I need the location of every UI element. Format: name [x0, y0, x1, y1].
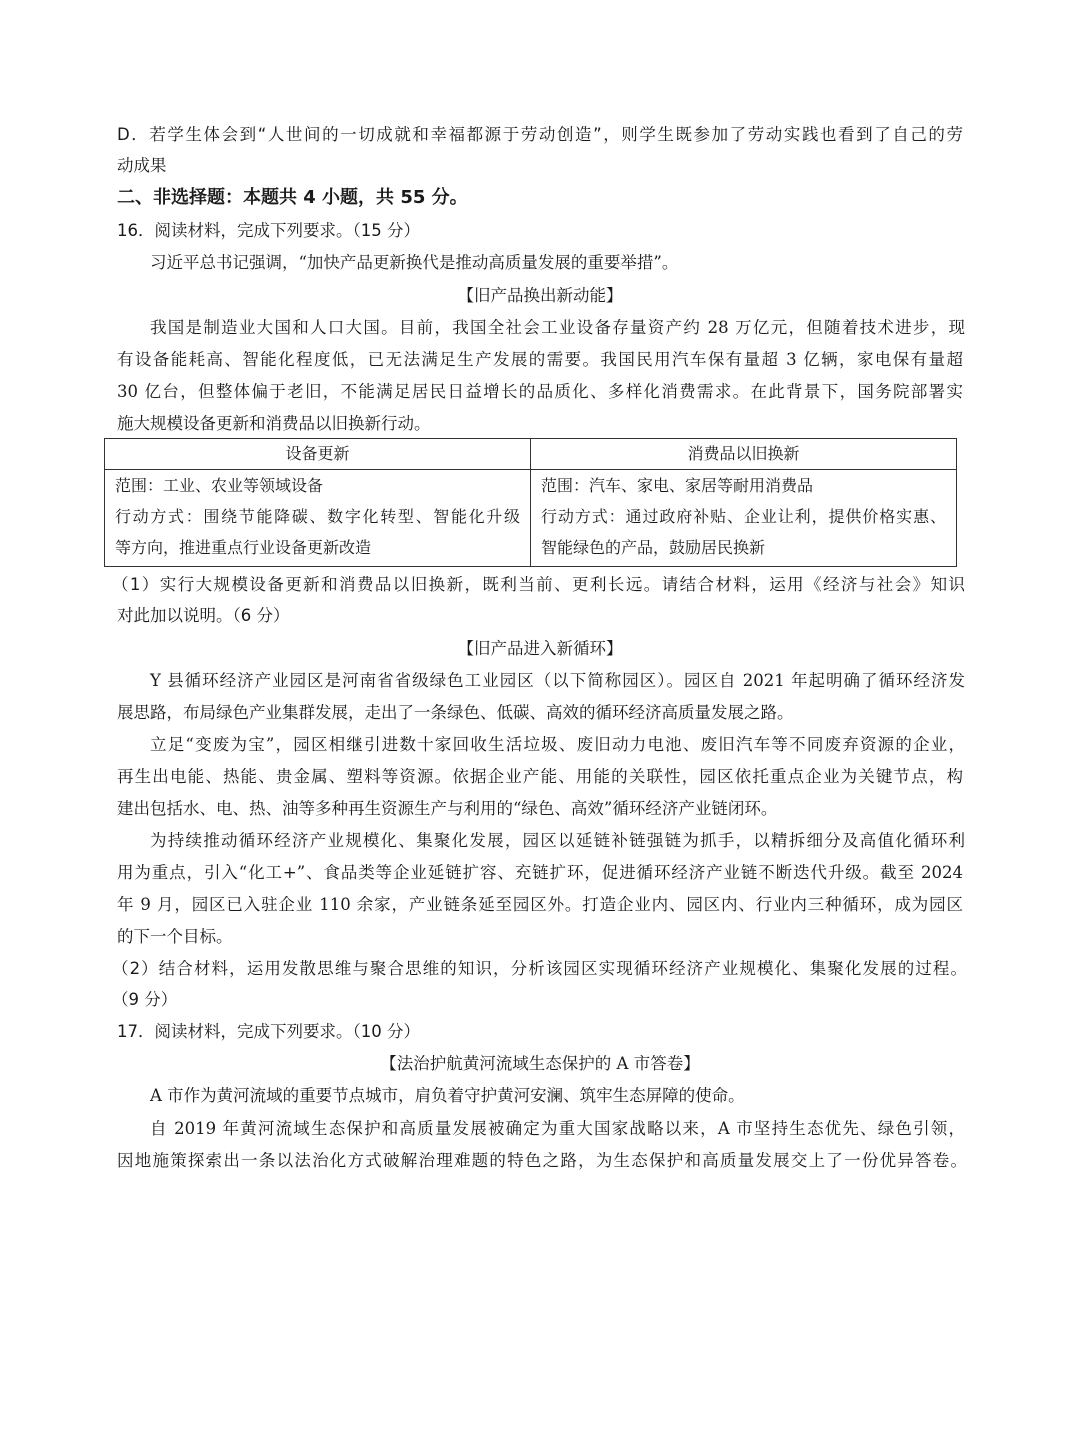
p1-line-1: 我国是制造业大国和人口大国。目前，我国全社会工业设备存量资产约 28 万亿元，但随着技术进步，现 — [150, 318, 965, 337]
p4-line-4: 的下一个目标。 — [117, 927, 233, 946]
table-cell-tradein — [531, 470, 957, 567]
material-heading-2: 【旧产品进入新循环】 — [457, 639, 623, 658]
p4-line-3: 年 9 月，园区已入驻企业 110 余家，产业链条延至园区外。打造企业内、园区内、行业内三种循环，成为园区 — [117, 895, 963, 914]
quote-line: 习近平总书记强调，“加快产品更新换代是推动高质量发展的重要举措”。 — [150, 253, 679, 272]
equipment-scope: 范围：工业、农业等领域设备 — [115, 476, 324, 495]
material-heading-1: 【旧产品换出新动能】 — [457, 286, 623, 305]
p3-line-3: 建出包括水、电、热、油等多种再生资源生产与利用的“绿色、高效”循环经济产业链闭环。 — [117, 799, 778, 818]
tradein-scope: 范围：汽车、家电、家居等耐用消费品 — [541, 476, 814, 495]
option-d-line-2: 动成果 — [117, 156, 167, 175]
q16-1-line-2: 对此加以说明。（6 分） — [117, 606, 290, 625]
table-header-equipment: 设备更新 — [105, 439, 531, 470]
p4-line-2: 用为重点，引入“化工+”、食品类等企业延链扩容、充链扩环，促进循环经济产业链不断迭代升级。截至 2024 — [117, 863, 963, 882]
p1-line-4: 施大规模设备更新和消费品以旧换新行动。 — [117, 414, 431, 433]
p4-line-1: 为持续推动循环经济产业规模化、集聚化发展，园区以延链补链强链为抓手，以精拆细分及高值化循环利 — [150, 831, 965, 850]
equipment-action-2: 等方向，推进重点行业设备更新改造 — [115, 538, 372, 557]
question-16-title: 16．阅读材料，完成下列要求。（15 分） — [117, 221, 420, 240]
p3-line-1: 立足“变废为宝”，园区相继引进数十家回收生活垃圾、废旧动力电池、废旧汽车等不同废弃资源的企业， — [150, 735, 965, 754]
p5-line-1: A 市作为黄河流域的重要节点城市，肩负着守护黄河安澜、筑牢生态屏障的使命。 — [150, 1086, 745, 1105]
table-header-tradein: 消费品以旧换新 — [531, 439, 957, 470]
p3-line-2: 再生出电能、热能、贵金属、塑料等资源。依据企业产能、用能的关联性，园区依托重点企业为关键节点，构 — [117, 767, 963, 786]
tradein-action-2: 智能绿色的产品，鼓励居民换新 — [541, 538, 766, 557]
q16-2-line-1: （2）结合材料，运用发散思维与聚合思维的知识，分析该园区实现循环经济产业规模化、集聚化发展的过程。 — [112, 959, 967, 978]
question-17-title: 17．阅读材料，完成下列要求。（10 分） — [117, 1022, 420, 1041]
p1-line-2: 有设备能耗高、智能化程度低，已无法满足生产发展的需要。我国民用汽车保有量超 3 亿辆，家电保有量超 — [117, 350, 963, 369]
p6-line-2: 因地施策探索出一条以法治化方式破解治理难题的特色之路，为生态保护和高质量发展交上了一份优异答卷。 — [117, 1151, 967, 1170]
p2-line-1: Y 县循环经济产业园区是河南省省级绿色工业园区（以下简称园区）。园区自 2021 年起明确了循环经济发 — [150, 671, 965, 690]
p6-line-1: 自 2019 年黄河流域生态保护和高质量发展被确定为重大国家战略以来，A 市坚持生态优先、绿色引领， — [150, 1119, 965, 1138]
material-table — [104, 438, 957, 567]
tradein-action-1: 行动方式：通过政府补贴、企业让利，提供价格实惠、 — [541, 507, 946, 526]
table-cell-equipment — [105, 470, 531, 567]
material-heading-3: 【法治护航黄河流域生态保护的 A 市答卷】 — [380, 1054, 700, 1073]
p2-line-2: 展思路，布局绿色产业集群发展，走出了一条绿色、低碳、高效的循环经济高质量发展之路。 — [117, 703, 794, 722]
p1-line-3: 30 亿台，但整体偏于老旧，不能满足居民日益增长的品质化、多样化消费需求。在此背景下，国务院部署实 — [117, 382, 963, 401]
option-d-line-1: D．若学生体会到“人世间的一切成就和幸福都源于劳动创造”，则学生既参加了劳动实践也看到了自己的劳 — [117, 125, 963, 144]
q16-2-line-2: （9 分） — [112, 990, 178, 1009]
section-two-heading: 二、非选择题：本题共 4 小题，共 55 分。 — [117, 187, 468, 208]
equipment-action-1: 行动方式：围绕节能降碳、数字化转型、智能化升级 — [115, 507, 520, 526]
q16-1-line-1: （1）实行大规模设备更新和消费品以旧换新，既利当前、更利长远。请结合材料，运用《经济与社会》知识 — [112, 575, 965, 594]
